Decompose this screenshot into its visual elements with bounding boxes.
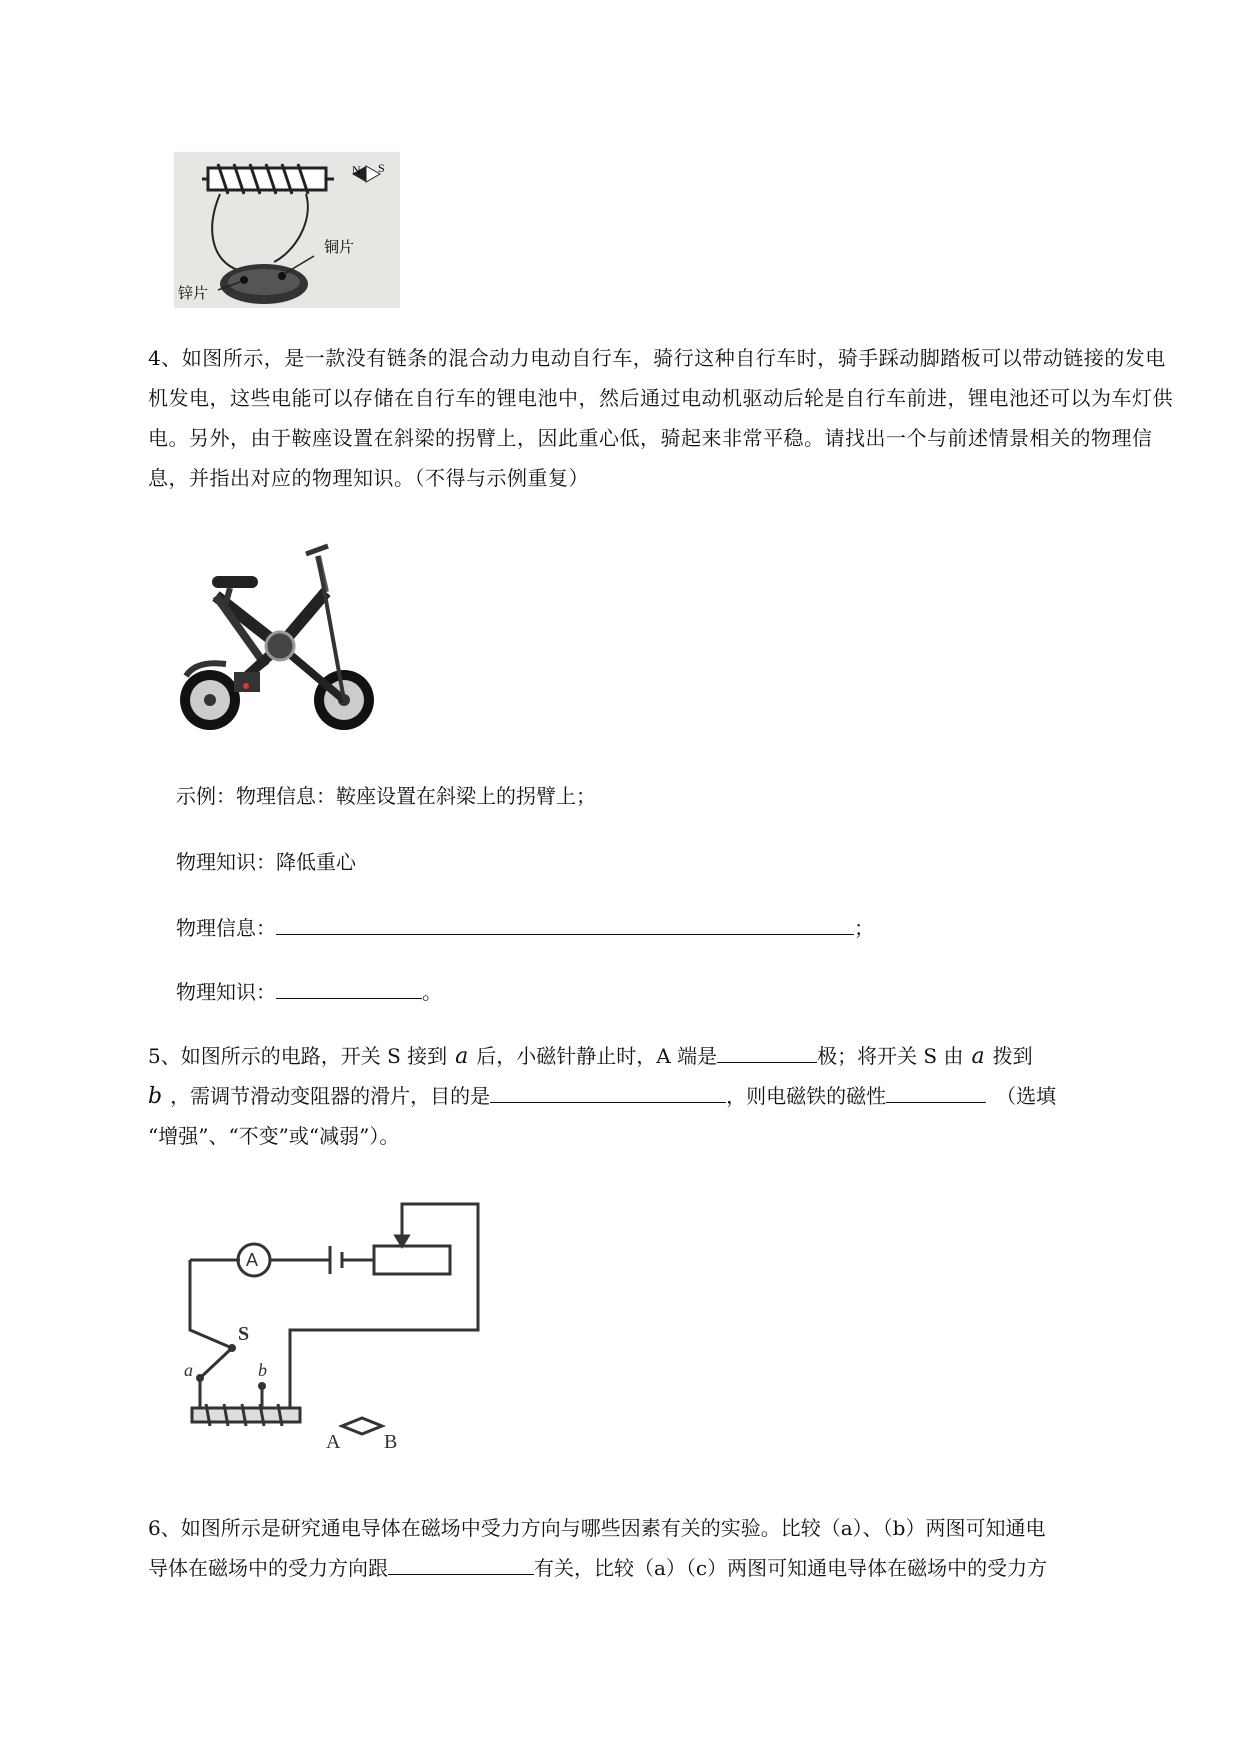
contact-b-label: b bbox=[258, 1360, 267, 1380]
ammeter-label: A bbox=[246, 1250, 259, 1270]
knowledge-label: 物理知识： bbox=[176, 980, 276, 1004]
q5-part3: 极；将开关 S 由 bbox=[817, 1044, 964, 1068]
q5-part4: 拨到 bbox=[992, 1044, 1033, 1068]
info-label: 物理信息： bbox=[176, 916, 276, 940]
magnetism-blank[interactable] bbox=[886, 1080, 986, 1103]
knowledge-blank[interactable] bbox=[276, 976, 422, 999]
coil-battery-figure bbox=[174, 152, 400, 308]
end-a-label: A bbox=[326, 1431, 341, 1453]
q6-line2b: 有关，比较（a）（c）两图可知通电导体在磁场中的受力方 bbox=[534, 1556, 1048, 1580]
q6-line2a: 导体在磁场中的受力方向跟 bbox=[148, 1556, 388, 1580]
factor-blank[interactable] bbox=[388, 1552, 534, 1575]
question-6-line-2 bbox=[148, 1552, 1047, 1581]
switch-label: S bbox=[238, 1323, 250, 1345]
zinc-plate-label: 锌片 bbox=[178, 284, 209, 302]
copper-plate-label: 铜片 bbox=[324, 238, 355, 256]
north-label: N bbox=[352, 163, 361, 177]
question-4-text: 4、如图所示，是一款没有链条的混合动力电动自行车，骑行这种自行车时，骑手踩动脚踏板可以带动链接的发电机发电，这些电能可以存储在自行车的锂电池中，然后通过电动机驱动后轮是自行车前进，锂电池还可以为车灯供电。另外，由于鞍座设置在斜梁的拐臂上，因此重心低，骑起来非常平稳。请找出一个与前述情景相关的物理信息，并指出对应的物理知识。（不得与示例重复） bbox=[148, 346, 1173, 490]
circuit-diagram bbox=[180, 1190, 500, 1460]
question-5-line-3: “增强”、“不变”或“减弱”）。 bbox=[148, 1124, 400, 1148]
q5-part2: 后，小磁针静止时，A 端是 bbox=[476, 1044, 718, 1068]
q5-part1: 5、如图所示的电路，开关 S 接到 bbox=[148, 1044, 448, 1068]
question-5-line-1 bbox=[148, 1040, 1033, 1069]
south-label: S bbox=[378, 161, 385, 175]
knowledge-answer-line bbox=[176, 976, 442, 1005]
q5-part6: ，则电磁铁的磁性 bbox=[726, 1084, 887, 1108]
question-5-line-2 bbox=[148, 1080, 1056, 1109]
info-end: ； bbox=[854, 916, 874, 940]
example-info: 示例：物理信息：鞍座设置在斜梁上的拐臂上； bbox=[176, 784, 596, 808]
purpose-blank[interactable] bbox=[490, 1080, 726, 1103]
q5-part7: （选填 bbox=[996, 1084, 1057, 1108]
info-blank[interactable] bbox=[276, 912, 854, 935]
end-b-label: B bbox=[384, 1431, 398, 1453]
contact-a-label: a bbox=[184, 1360, 193, 1380]
q5-a2: a bbox=[971, 1044, 985, 1069]
q5-b: b bbox=[148, 1084, 163, 1109]
q5-a1: a bbox=[455, 1044, 469, 1069]
ebike-image bbox=[176, 536, 380, 736]
knowledge-end: 。 bbox=[422, 980, 442, 1004]
pole-blank[interactable] bbox=[717, 1040, 817, 1063]
example-knowledge: 物理知识：降低重心 bbox=[176, 850, 356, 874]
question-6-line-1: 6、如图所示是研究通电导体在磁场中受力方向与哪些因素有关的实验。比较（a）、（b）两图可知通电 bbox=[148, 1516, 1046, 1540]
info-answer-line bbox=[176, 912, 874, 941]
q5-part5: ，需调节滑动变阻器的滑片，目的是 bbox=[170, 1084, 491, 1108]
